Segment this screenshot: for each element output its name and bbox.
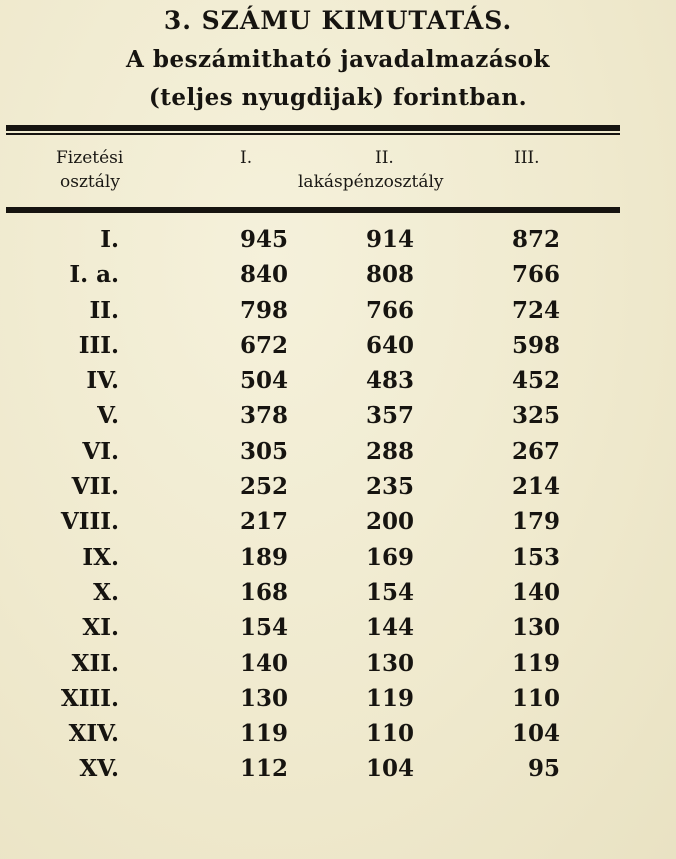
- value-cell-3: 598: [511, 331, 560, 359]
- value-cell-2: 288: [365, 437, 414, 465]
- value-cell-3: 766: [511, 261, 560, 289]
- value-cell-2: 104: [365, 755, 414, 783]
- value-cell-1: 252: [239, 473, 288, 501]
- class-cell: XIII.: [60, 684, 119, 712]
- value-cell-1: 168: [239, 578, 288, 606]
- class-cell: XI.: [82, 614, 119, 642]
- class-cell: XIV.: [68, 720, 119, 748]
- class-cell: II.: [89, 296, 119, 324]
- value-cell-3: 325: [511, 402, 560, 430]
- class-cell: IX.: [82, 543, 119, 571]
- value-cell-2: 154: [365, 578, 414, 606]
- value-cell-2: 808: [365, 261, 414, 289]
- table-row: [0, 650, 676, 685]
- table-row: [0, 261, 676, 296]
- table-row: [0, 685, 676, 720]
- value-cell-2: 200: [365, 508, 414, 536]
- class-cell: XII.: [71, 649, 119, 677]
- value-cell-3: 179: [511, 508, 560, 536]
- value-cell-3: 130: [511, 614, 560, 642]
- col-header-fizetesi: Fizetési: [56, 148, 124, 168]
- value-cell-3: 153: [511, 543, 560, 571]
- class-cell: I. a.: [69, 261, 119, 289]
- value-cell-3: 110: [511, 684, 560, 712]
- document-subtitle-line2: (teljes nyugdijak) forintban.: [148, 84, 528, 111]
- table-row: [0, 720, 676, 755]
- table-row: [0, 508, 676, 543]
- value-cell-1: 189: [239, 543, 288, 571]
- class-cell: VIII.: [60, 508, 119, 536]
- value-cell-1: 112: [239, 755, 288, 783]
- value-cell-3: 119: [511, 649, 560, 677]
- value-cell-3: 267: [511, 437, 560, 465]
- table-row: [0, 614, 676, 649]
- value-cell-1: 945: [239, 226, 288, 253]
- value-cell-3: 214: [511, 473, 560, 501]
- col-header-osztaly: osztály: [60, 172, 120, 192]
- table-row: [0, 226, 676, 261]
- value-cell-3: 140: [511, 578, 560, 606]
- value-cell-2: 640: [365, 331, 414, 359]
- value-cell-2: 235: [365, 473, 414, 501]
- value-cell-3: 724: [511, 296, 560, 324]
- value-cell-1: 305: [239, 437, 288, 465]
- class-cell: VII.: [71, 473, 119, 501]
- value-cell-1: 140: [239, 649, 288, 677]
- value-cell-2: 357: [365, 402, 414, 430]
- table-row: [0, 402, 676, 437]
- value-cell-2: 130: [365, 649, 414, 677]
- document-title: 3. SZÁMU KIMUTATÁS.: [163, 6, 513, 35]
- table-row: [0, 579, 676, 614]
- table-row: [0, 755, 676, 790]
- value-cell-2: 169: [365, 543, 414, 571]
- value-cell-1: 840: [239, 261, 288, 289]
- value-cell-2: 110: [365, 720, 414, 748]
- class-cell: XV.: [79, 755, 119, 783]
- value-cell-2: 766: [365, 296, 414, 324]
- col-group-label: lakáspénzosztály: [298, 172, 444, 192]
- table-row: [0, 438, 676, 473]
- header-rule-thick: [6, 125, 620, 131]
- value-cell-3: 452: [511, 367, 560, 395]
- col-header-2: II.: [375, 148, 394, 168]
- table-row: [0, 544, 676, 579]
- table-row: [0, 367, 676, 402]
- value-cell-2: 483: [365, 367, 414, 395]
- value-cell-1: 154: [239, 614, 288, 642]
- value-cell-1: 378: [239, 402, 288, 430]
- value-cell-3: 104: [511, 720, 560, 748]
- document-subtitle: A beszámitható javadalmazások: [126, 46, 550, 73]
- value-cell-3: 872: [511, 226, 560, 253]
- col-header-1: I.: [240, 148, 253, 168]
- table-body: [0, 226, 676, 791]
- value-cell-1: 130: [239, 684, 288, 712]
- class-cell: III.: [78, 331, 119, 359]
- value-cell-1: 672: [239, 331, 288, 359]
- header-rule-thin: [6, 133, 620, 135]
- value-cell-1: 504: [239, 367, 288, 395]
- table-row: [0, 473, 676, 508]
- value-cell-1: 217: [239, 508, 288, 536]
- value-cell-1: 798: [239, 296, 288, 324]
- value-cell-3: 95: [527, 755, 560, 783]
- value-cell-2: 914: [365, 226, 414, 253]
- value-cell-1: 119: [239, 720, 288, 748]
- class-cell: X.: [93, 578, 119, 606]
- col-header-3: III.: [514, 148, 540, 168]
- class-cell: IV.: [86, 367, 119, 395]
- value-cell-2: 119: [365, 684, 414, 712]
- value-cell-2: 144: [365, 614, 414, 642]
- table-header-rule: [6, 207, 620, 213]
- class-cell: V.: [97, 402, 119, 430]
- class-cell: VI.: [82, 437, 119, 465]
- class-cell: I.: [100, 226, 119, 253]
- table-row: [0, 332, 676, 367]
- table-row: [0, 297, 676, 332]
